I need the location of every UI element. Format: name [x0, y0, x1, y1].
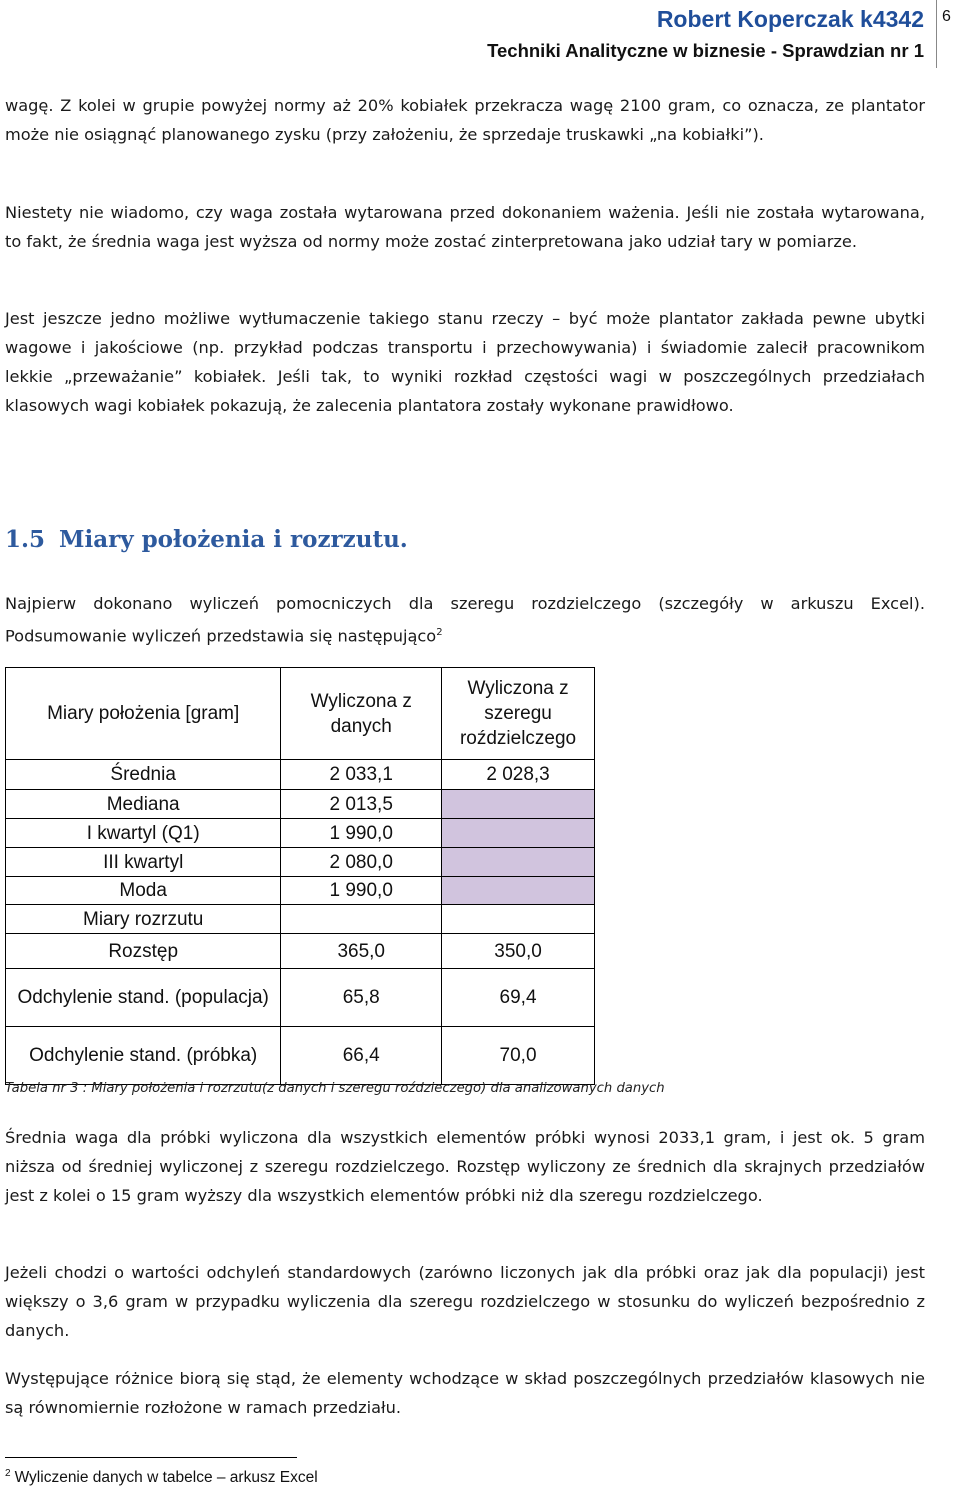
table-row: [6, 760, 595, 790]
paragraph-5: Średnia waga dla próbki wyliczona dla wszystkich elementów próbki wynosi 2033,1 gram, i jest ok. 5 gram niższa od średniej wyliczonej z szeregu rozdzielczego. Rozstęp wyliczony ze średnich dla skrajnych przedziałów jest z kolei o 15 gram wyższy dla wszystkich elementów próbki niż dla szeregu rozdzielczego.: [5, 1128, 925, 1205]
table-cell: 70,0: [442, 1027, 595, 1085]
paragraph-6: Jeżeli chodzi o wartości odchyleń standardowych (zarówno liczonych jak dla próbki oraz jak dla populacji) jest większy o 3,6 gram w przypadku wyliczenia dla szeregu rozdzielczego w stosunku do wyliczeń bezpośrednio z danych.: [5, 1263, 925, 1340]
section-title: Miary położenia i rozrzutu.: [59, 526, 408, 553]
footnote: [5, 1468, 318, 1487]
header-cell: Miary położenia [gram]: [6, 668, 281, 760]
paragraph-1: wagę. Z kolei w grupie powyżej normy aż 20% kobiałek przekracza wagę 2100 gram, co oznacza, ze plantator może nie osiągnąć planowanego zysku (przy założeniu, że sprzedaje truskawki „na kobiałki”).: [5, 96, 925, 144]
table-cell: 350,0: [442, 934, 595, 969]
table-cell: Rozstęp: [6, 934, 281, 969]
header-cell: Wyliczona z szeregu roździelczego: [442, 668, 595, 760]
table-cell: [281, 905, 442, 934]
table-cell: 69,4: [442, 969, 595, 1027]
paragraph-4: [5, 589, 925, 650]
table-row: [6, 905, 595, 934]
table-cell: 365,0: [281, 934, 442, 969]
table-cell: Miary rozrzutu: [6, 905, 281, 934]
header-divider: [936, 0, 937, 68]
table-cell: Odchylenie stand. (próbka): [6, 1027, 281, 1085]
table-cell: [442, 905, 595, 934]
shaded-cell: [442, 790, 595, 819]
table-row: [6, 969, 595, 1027]
table-cell: 65,8: [281, 969, 442, 1027]
table-row: [6, 819, 595, 848]
shaded-cell: [442, 848, 595, 877]
paragraph-4-text: Najpierw dokonano wyliczeń pomocniczych dla szeregu rozdzielczego (szczegóły w arkuszu Excel). Podsumowanie wyliczeń przedstawia się następująco: [5, 594, 925, 646]
table-row: [6, 848, 595, 877]
footnote-separator: [5, 1457, 297, 1458]
footnote-text: Wyliczenie danych w tabelce – arkusz Excel: [14, 1469, 318, 1487]
footnote-number: 2: [5, 1468, 11, 1479]
stats-table: [5, 667, 595, 1085]
table-header-row: [6, 668, 595, 760]
table-cell: 2 033,1: [281, 760, 442, 790]
shaded-cell: [442, 819, 595, 848]
table-cell: 2 013,5: [281, 790, 442, 819]
header-subtitle: Techniki Analityczne w biznesie - Sprawdzian nr 1: [487, 40, 924, 61]
table-row: [6, 934, 595, 969]
table-cell: Średnia: [6, 760, 281, 790]
table-cell: Odchylenie stand. (populacja): [6, 969, 281, 1027]
page-number: 6: [942, 8, 951, 25]
table-row: [6, 877, 595, 905]
table-cell: 1 990,0: [281, 877, 442, 905]
table-cell: III kwartyl: [6, 848, 281, 877]
header-cell: Wyliczona z danych: [281, 668, 442, 760]
section-heading: [5, 526, 408, 553]
table-cell: 2 080,0: [281, 848, 442, 877]
table-cell: 1 990,0: [281, 819, 442, 848]
table-cell: I kwartyl (Q1): [6, 819, 281, 848]
table-row: [6, 790, 595, 819]
table-cell: Mediana: [6, 790, 281, 819]
table-cell: 66,4: [281, 1027, 442, 1085]
paragraph-2: Niestety nie wiadomo, czy waga została wytarowana przed dokonaniem ważenia. Jeśli nie została wytarowana, to fakt, że średnia waga jest wyższa od normy może zostać zinterpretowana jako udział tary w pomiarze.: [5, 203, 925, 251]
footnote-ref: 2: [436, 627, 443, 638]
paragraph-3: Jest jeszcze jedno możliwe wytłumaczenie takiego stanu rzeczy – być może plantator zakłada pewne ubytki wagowe i jakościowe (np. przykład podczas transportu i przechowywania) i świadomie zalecił pracownikom lekkie „przeważanie” kobiałek. Jeśli tak, to wyniki rozkład częstości wagi w poszczególnych przedziałach klasowych wagi kobiałek pokazują, że zalecenia plantatora zostały wykonane prawidłowo.: [5, 309, 925, 415]
table-cell: Moda: [6, 877, 281, 905]
section-number: 1.5: [5, 526, 46, 553]
table-row: [6, 1027, 595, 1085]
paragraph-7: Występujące różnice biorą się stąd, że elementy wchodzące w skład poszczególnych przedziałów klasowych nie są równomiernie rozłożone w ramach przedziału.: [5, 1369, 925, 1417]
header-author: Robert Koperczak k4342: [656, 6, 924, 32]
table-caption: Tabela nr 3 : Miary położenia i rozrzutu(z danych i szeregu roździeczego) dla analizowanych danych: [5, 1081, 665, 1096]
shaded-cell: [442, 877, 595, 905]
table-cell: 2 028,3: [442, 760, 595, 790]
